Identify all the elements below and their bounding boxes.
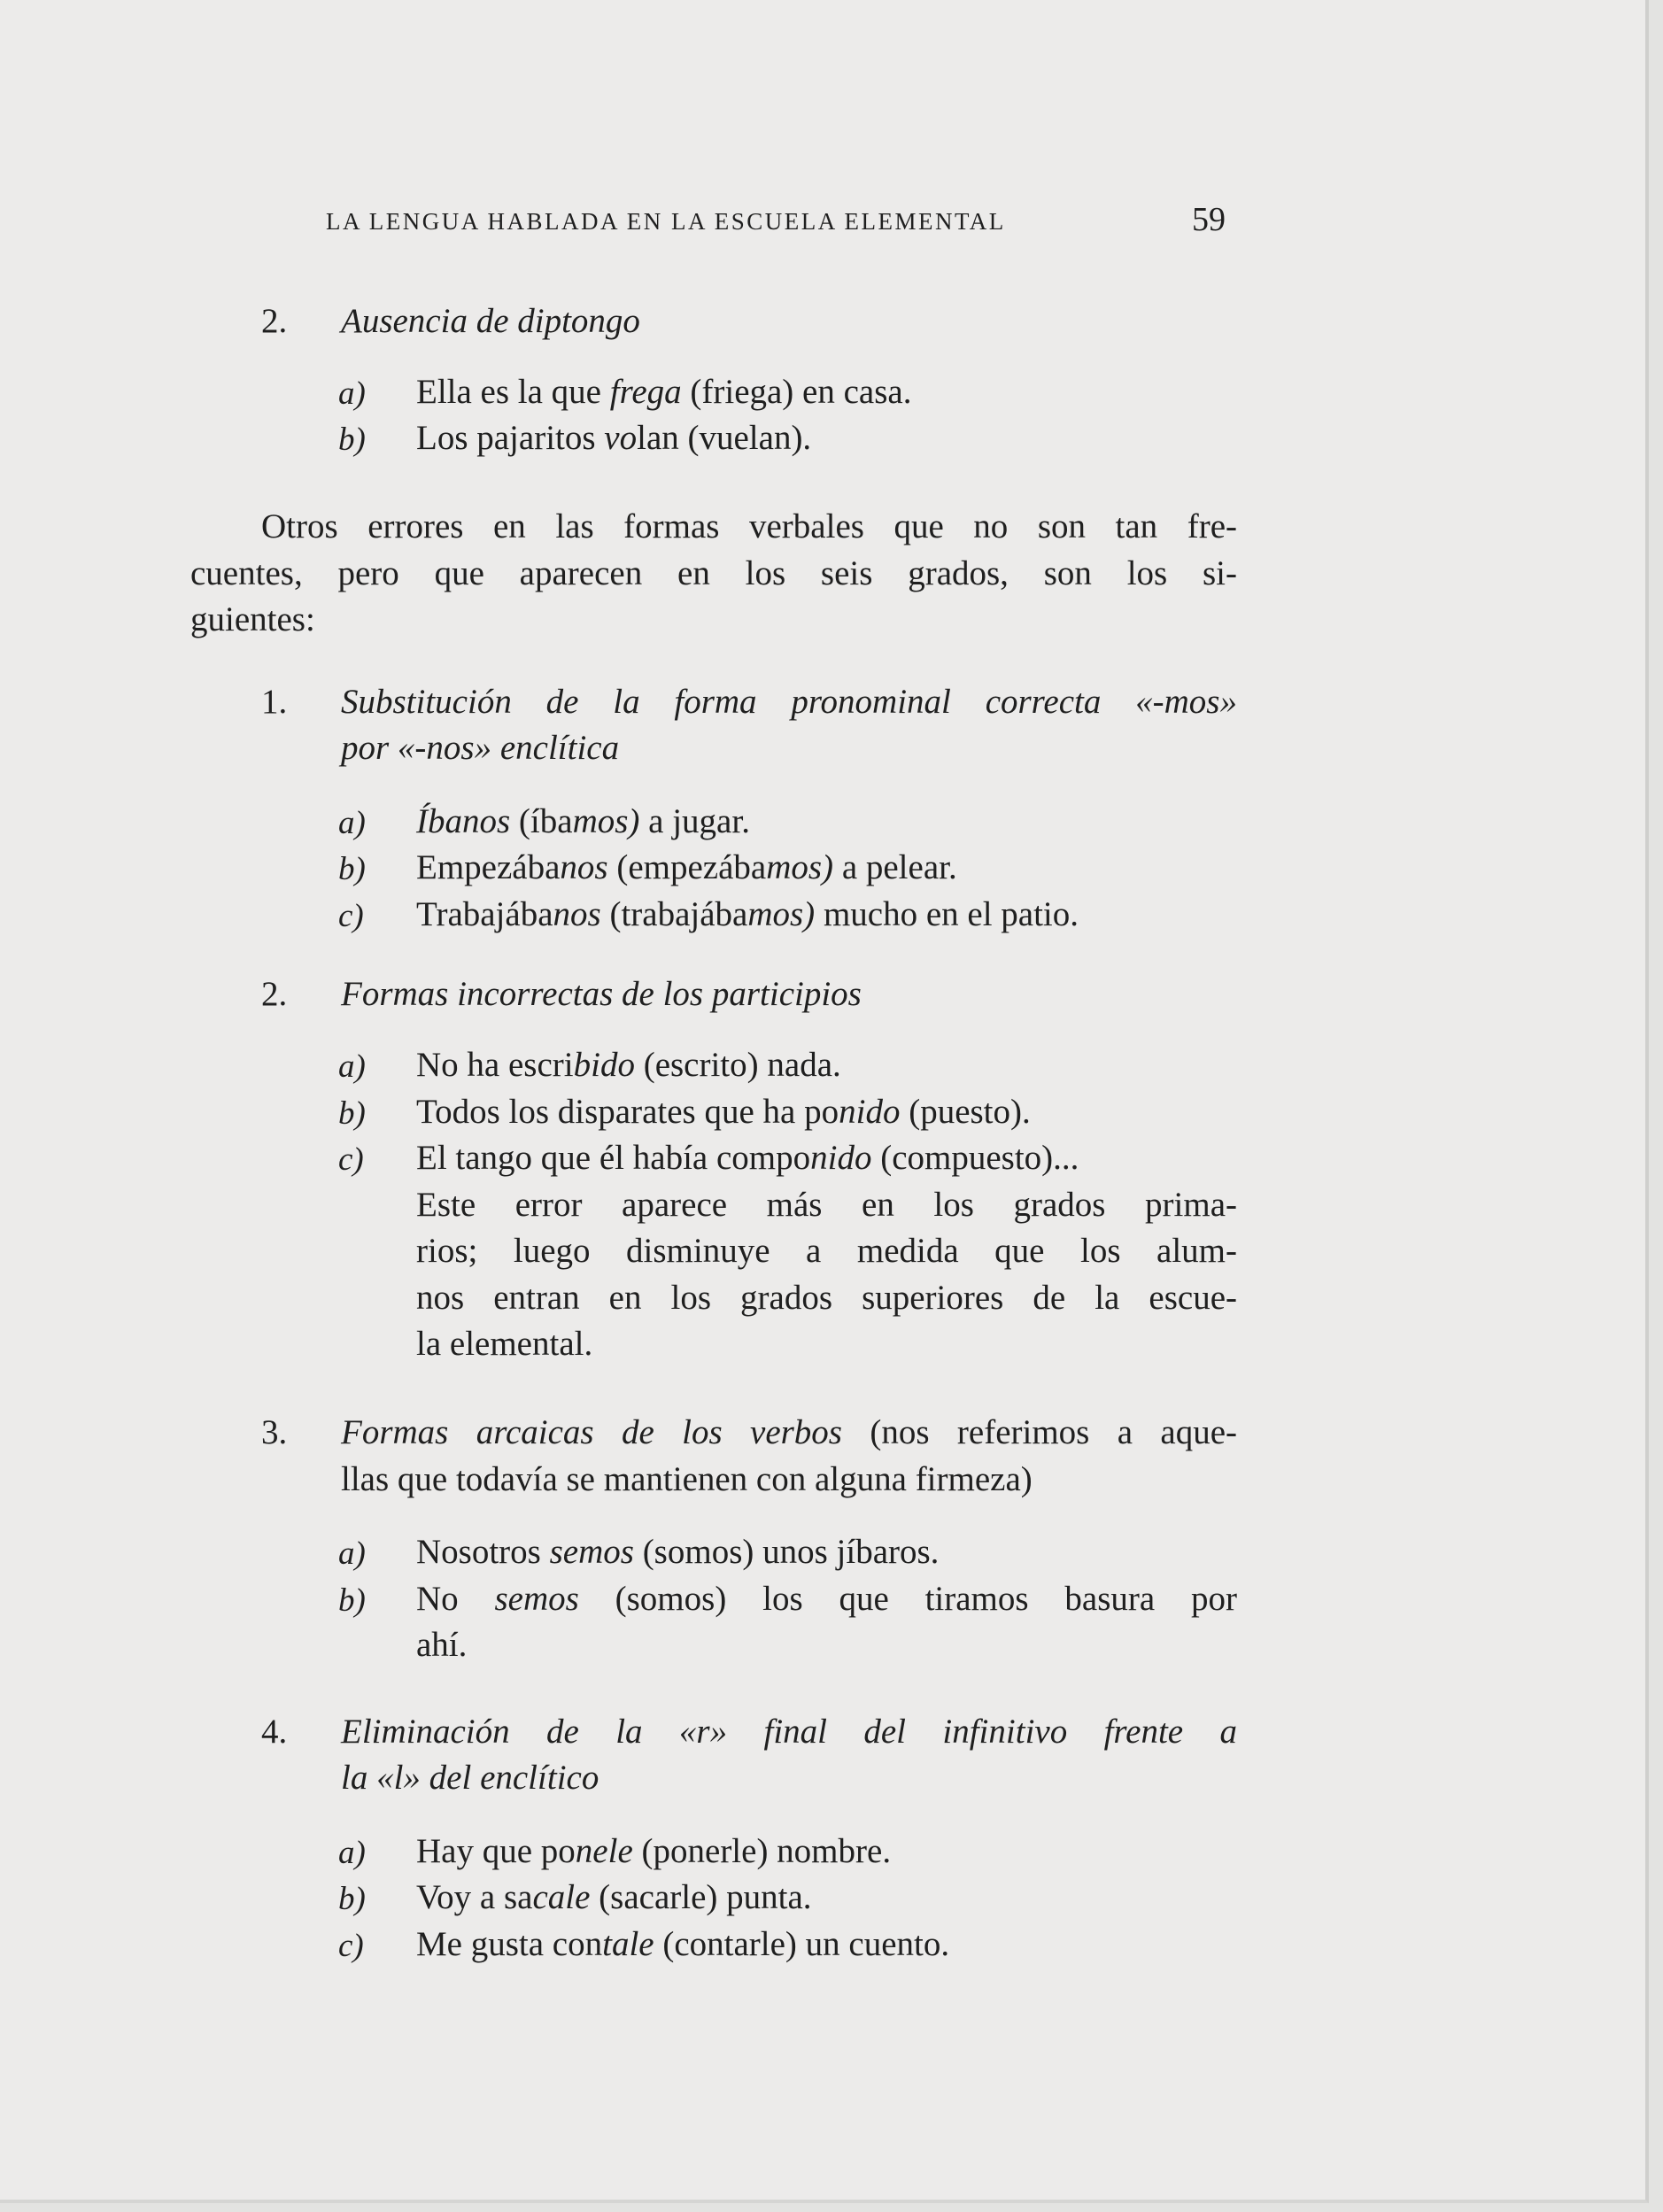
example-line: El tango que él había componido (compuesto)...: [416, 1139, 1079, 1177]
item-title-line: la «l» del enclítico: [341, 1759, 599, 1797]
example-line: Empezábanos (empezábamos) a pelear.: [416, 848, 957, 886]
note-line: Este error aparece más en los grados prima-: [416, 1186, 1237, 1224]
example-line: No ha escribido (escrito) nada.: [416, 1046, 841, 1084]
example-line: Los pajaritos volan (vuelan).: [416, 419, 812, 457]
item-number: 3.: [261, 1413, 288, 1451]
note-line: rios; luego disminuye a medida que los alum-: [416, 1232, 1237, 1270]
example-line: Me gusta contale (contarle) un cuento.: [416, 1925, 950, 1963]
example-letter: c): [338, 1928, 364, 1964]
running-header: LA LENGUA HABLADA EN LA ESCUELA ELEMENTAL: [326, 208, 1006, 235]
example-line: Nosotros semos (somos) unos jíbaros.: [416, 1533, 940, 1571]
item-number: 1.: [261, 683, 288, 721]
paragraph-line: Otros errores en las formas verbales que no son tan fre-: [261, 507, 1237, 545]
item-title-line: por «-nos» enclítica: [341, 729, 620, 767]
example-letter: a): [338, 1835, 366, 1871]
section-number: 2.: [261, 302, 288, 340]
item-title-line: Eliminación de la «r» final del infinitivo frente a: [341, 1713, 1237, 1751]
example-line: No semos (somos) los que tiramos basura por: [416, 1580, 1237, 1618]
example-letter: a): [338, 1535, 366, 1572]
example-line: Todos los disparates que ha ponido (puesto).: [416, 1093, 1031, 1131]
example-letter: a): [338, 805, 366, 841]
example-line: Íbanos (íbamos) a jugar.: [416, 802, 750, 840]
example-line: Ella es la que frega (friega) en casa.: [416, 373, 912, 411]
item-title-line: Formas arcaicas de los verbos (nos referimos a aque-: [341, 1413, 1237, 1451]
example-letter: b): [338, 1582, 366, 1619]
page-number: 59: [1192, 201, 1226, 238]
paragraph-line: cuentes, pero que aparecen en los seis grados, son los si-: [190, 554, 1237, 592]
item-title-line: llas que todavía se mantienen con alguna firmeza): [341, 1460, 1033, 1498]
example-letter: b): [338, 851, 366, 887]
item-number: 2.: [261, 975, 288, 1013]
example-line: Hay que ponele (ponerle) nombre.: [416, 1832, 892, 1870]
example-line: Trabajábanos (trabajábamos) mucho en el patio.: [416, 895, 1079, 933]
example-letter: a): [338, 375, 366, 412]
example-letter: b): [338, 1095, 366, 1132]
item-title-line: Substitución de la forma pronominal correcta «-mos»: [341, 683, 1237, 721]
paragraph-line: guientes:: [190, 600, 315, 638]
note-line: nos entran en los grados superiores de la escue-: [416, 1279, 1237, 1317]
item-number: 4.: [261, 1713, 288, 1751]
example-letter: a): [338, 1048, 366, 1085]
example-letter: c): [338, 1141, 364, 1178]
example-line: Voy a sacale (sacarle) punta.: [416, 1878, 812, 1916]
example-letter: c): [338, 898, 364, 934]
note-line: la elemental.: [416, 1325, 593, 1363]
example-letter: b): [338, 422, 366, 458]
section-title: Ausencia de diptongo: [341, 302, 640, 340]
item-title: Formas incorrectas de los participios: [341, 975, 862, 1013]
example-line-continuation: ahí.: [416, 1626, 468, 1664]
example-letter: b): [338, 1881, 366, 1917]
